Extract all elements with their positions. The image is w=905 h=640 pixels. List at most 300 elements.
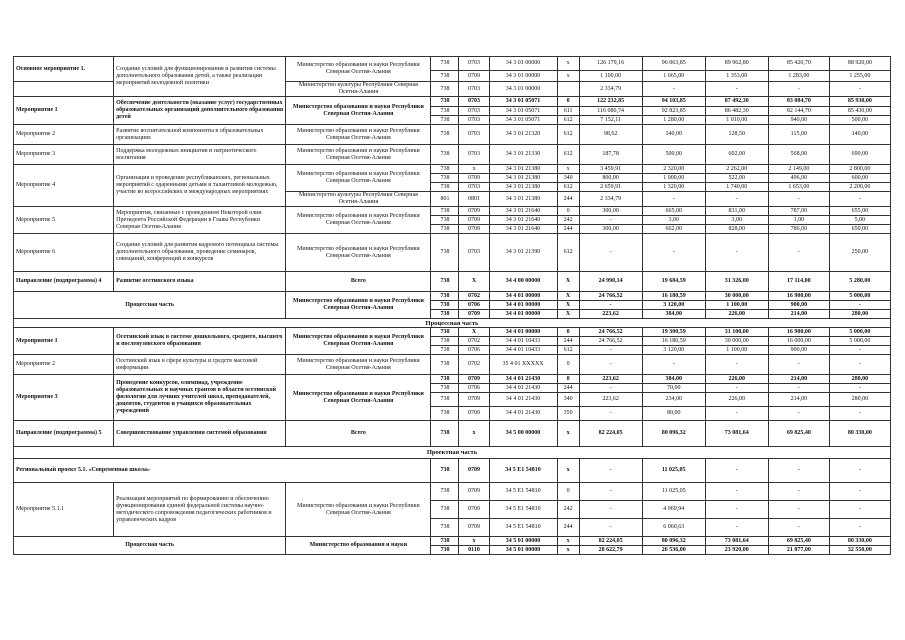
table-cell: Реализация мероприятий по формированию и обеспечению функционирования единой федеральной системы научно-методического сопровождения педагогических работников и управленческих кадров: [114, 483, 286, 537]
table-cell: 0703: [459, 116, 489, 125]
table-cell: Проектная часть: [14, 447, 891, 459]
table-cell: Создание условий для функционирования и развития системы дополнительного образования детей, а также реализации мероприятий молодежной политики: [114, 57, 286, 97]
table-cell: 1 740,00: [705, 183, 768, 192]
table-cell: 80 096,32: [642, 421, 705, 447]
table-cell: 34 3 01 00000: [489, 71, 557, 82]
table-cell: -: [829, 355, 890, 375]
table-cell: -: [768, 459, 829, 483]
table-cell: -: [705, 355, 768, 375]
table-cell: 69 825,40: [768, 537, 829, 546]
table-cell: 5,00: [829, 216, 890, 225]
table-cell: 30 000,00: [705, 292, 768, 301]
table-row: [14, 57, 891, 71]
table-cell: 122 232,85: [579, 97, 642, 107]
table-cell: 2 149,00: [768, 165, 829, 174]
table-cell: Обеспечение деятельности (оказание услуг) государственных образовательных организаций дополнительного образования детей: [114, 97, 286, 125]
table-cell: 0709: [459, 216, 489, 225]
table-cell: Развитие осетинского языка: [114, 272, 286, 292]
table-cell: 801: [431, 192, 459, 207]
table-cell: -: [768, 234, 829, 272]
table-cell: 0709: [459, 501, 489, 519]
table-cell: -: [642, 355, 705, 375]
table-cell: 0: [557, 97, 579, 107]
table-cell: 34 3 01 21640: [489, 207, 557, 216]
table-cell: 19 684,59: [642, 272, 705, 292]
table-cell: 31 326,00: [705, 272, 768, 292]
table-cell: 0703: [459, 57, 489, 71]
table-cell: 223,62: [579, 375, 642, 384]
table-cell: 738: [431, 165, 459, 174]
table-cell: Всего: [286, 421, 431, 447]
table-cell: 0703: [459, 97, 489, 107]
table-cell: x: [459, 421, 489, 447]
table-cell: 2 320,00: [642, 165, 705, 174]
table-cell: 226,00: [705, 393, 768, 407]
table-cell: 0703: [459, 82, 489, 97]
table-cell: 738: [431, 234, 459, 272]
table-cell: 0703: [459, 145, 489, 165]
table-cell: 612: [557, 116, 579, 125]
table-cell: 34 4 01 00000: [489, 292, 557, 301]
table-cell: 0709: [459, 393, 489, 407]
table-cell: 828,00: [705, 225, 768, 234]
table-cell: Мероприятие 3: [14, 375, 114, 421]
table-cell: Создание условий для развития кадрового потенциала системы дополнительного образования, проведение семинаров, совещаний, конференций и конкурсов: [114, 234, 286, 272]
table-cell: 11 025,05: [642, 483, 705, 501]
table-cell: Направление (подпрограмма) 5: [14, 421, 114, 447]
table-cell: 738: [431, 145, 459, 165]
table-cell: 34 3 01 21380: [489, 165, 557, 174]
table-cell: 73 081,64: [705, 537, 768, 546]
table-cell: -: [705, 384, 768, 393]
table-cell: -: [642, 192, 705, 207]
table-cell: -: [829, 407, 890, 421]
table-cell: X: [459, 272, 489, 292]
table-cell: 80 096,32: [642, 537, 705, 546]
table-cell: 1 255,00: [829, 71, 890, 82]
table-cell: Министерство образования и науки Республики Северная Осетия-Алания: [286, 483, 431, 537]
table-cell: Осетинский язык в системе дошкольного, среднего, высшего и послевузовского образования: [114, 328, 286, 355]
table-cell: x: [557, 421, 579, 447]
table-cell: 0709: [459, 407, 489, 421]
table-cell: -: [829, 82, 890, 97]
table-cell: [557, 82, 579, 97]
table-cell: -: [705, 192, 768, 207]
table-cell: 92 823,85: [642, 107, 705, 116]
table-cell: 187,78: [579, 145, 642, 165]
table-cell: Процессная часть: [14, 292, 286, 319]
table-cell: 34 3 01 21380: [489, 192, 557, 207]
table-cell: x: [557, 71, 579, 82]
table-cell: -: [768, 192, 829, 207]
table-cell: Министерство образования и науки Республики Северная Осетия-Алания: [286, 145, 431, 165]
table-cell: Мероприятия, связанные с проведением Некоторой олии Президента Российской Федерации в Главы Республики Северная Осетия-Алания: [114, 207, 286, 234]
table-cell: 738: [431, 459, 459, 483]
table-cell: 34 3 01 21380: [489, 183, 557, 192]
table-cell: 500,00: [829, 116, 890, 125]
table-cell: -: [705, 483, 768, 501]
table-cell: 80 330,00: [829, 421, 890, 447]
table-cell: 738: [431, 272, 459, 292]
table-cell: 34 4 01 21430: [489, 393, 557, 407]
table-cell: 116 080,74: [579, 107, 642, 116]
table-cell: 140,00: [829, 125, 890, 145]
table-cell: Мероприятие 1: [14, 328, 114, 355]
table-cell: Министерство образования и науки Республики Северная Осетия-Алания: [286, 207, 431, 234]
table-cell: 738: [431, 174, 459, 183]
table-cell: 2 200,00: [829, 183, 890, 192]
table-cell: Мероприятие 6: [14, 234, 114, 272]
table-cell: 34 4 01 21430: [489, 384, 557, 393]
table-row: [14, 355, 891, 375]
table-cell: 26 536,00: [642, 546, 705, 555]
table-cell: 244: [557, 192, 579, 207]
table-cell: 612: [557, 346, 579, 355]
table-cell: 244: [557, 225, 579, 234]
table-cell: Министерство образования и науки Республики Северная Осетия-Алания: [286, 125, 431, 145]
table-cell: 69 825,40: [768, 421, 829, 447]
table-cell: 34 3 01 21390: [489, 234, 557, 272]
table-cell: Министерство образования и науки Республики Северная Осетия-Алания: [286, 234, 431, 272]
table-cell: 85 420,70: [768, 57, 829, 71]
table-cell: Организация и проведение республиканских, региональных мероприятий с одаренными детьми и талантливой молодежью, участие во всероссийских и международных мероприятиях: [114, 165, 286, 207]
table-cell: 34 5 E1 54810: [489, 501, 557, 519]
table-row: [14, 483, 891, 501]
table-cell: -: [768, 501, 829, 519]
table-cell: Процессная часть: [14, 319, 891, 328]
table-row: [14, 375, 891, 384]
table-cell: 0709: [459, 519, 489, 537]
table-cell: Всего: [286, 272, 431, 292]
table-cell: -: [579, 483, 642, 501]
table-cell: 126 179,16: [579, 57, 642, 71]
table-cell: 786,00: [768, 225, 829, 234]
table-cell: 24 766,52: [579, 337, 642, 346]
table-cell: [14, 82, 114, 97]
table-cell: 2 334,79: [579, 192, 642, 207]
table-cell: 34 3 01 21320: [489, 125, 557, 145]
table-row: [14, 145, 891, 165]
table-cell: 34 5 01 00000: [489, 546, 557, 555]
table-row: [14, 328, 891, 337]
table-cell: -: [768, 384, 829, 393]
table-cell: 3 120,00: [642, 346, 705, 355]
table-cell: 34 4 01 21430: [489, 375, 557, 384]
table-cell: 250,00: [829, 234, 890, 272]
table-cell: 496,00: [768, 174, 829, 183]
table-cell: -: [642, 82, 705, 97]
table-cell: 226,00: [705, 310, 768, 319]
table-cell: 89 962,80: [705, 57, 768, 71]
table-cell: 94 103,85: [642, 97, 705, 107]
table-cell: Мероприятие 5: [14, 207, 114, 234]
table-cell: 0110: [459, 546, 489, 555]
table-cell: -: [768, 519, 829, 537]
table-cell: 80 330,00: [829, 537, 890, 546]
table-cell: 85 430,00: [829, 107, 890, 116]
table-cell: -: [705, 407, 768, 421]
table-cell: Министерство культуры Республики Северная Осетия-Алания: [286, 192, 431, 207]
table-cell: 738: [431, 384, 459, 393]
table-cell: 0: [557, 328, 579, 337]
table-cell: -: [579, 407, 642, 421]
table-cell: 0801: [459, 192, 489, 207]
table-cell: 34 3 01 21640: [489, 216, 557, 225]
table-cell: 34 3 01 05071: [489, 107, 557, 116]
table-cell: 30 000,00: [705, 337, 768, 346]
table-cell: Основное мероприятие 1.: [14, 57, 114, 82]
table-cell: 738: [431, 421, 459, 447]
table-cell: 128,50: [705, 125, 768, 145]
table-cell: 1 100,00: [705, 301, 768, 310]
table-cell: 665,00: [642, 207, 705, 216]
table-cell: Региональный проект 5.1. «Современная школа»: [14, 459, 431, 483]
table-cell: 300,00: [579, 225, 642, 234]
table-cell: -: [705, 459, 768, 483]
table-cell: 82 224,05: [579, 537, 642, 546]
table-cell: 34 3 01 00000: [489, 82, 557, 97]
table-cell: 7 152,11: [579, 116, 642, 125]
table-cell: -: [705, 501, 768, 519]
table-cell: 242: [557, 216, 579, 225]
table-cell: 300,00: [579, 207, 642, 216]
table-cell: 2 659,91: [579, 183, 642, 192]
table-cell: 0706: [459, 384, 489, 393]
table-cell: 340: [557, 174, 579, 183]
table-cell: -: [579, 346, 642, 355]
table-row: [14, 292, 891, 301]
table-cell: X: [459, 328, 489, 337]
table-cell: 226,00: [705, 375, 768, 384]
table-cell: 738: [431, 483, 459, 501]
table-cell: 223,62: [579, 310, 642, 319]
table-cell: 34 5 E1 54810: [489, 519, 557, 537]
table-cell: Осетинский язык в сфере культуры и средств массовой информации: [114, 355, 286, 375]
table-cell: X: [557, 301, 579, 310]
table-row: [14, 97, 891, 107]
table-cell: 738: [431, 407, 459, 421]
table-cell: x: [557, 537, 579, 546]
table-cell: 0709: [459, 483, 489, 501]
table-cell: 787,00: [768, 207, 829, 216]
table-cell: 0709: [459, 225, 489, 234]
table-cell: Мероприятие 1: [14, 97, 114, 125]
table-cell: -: [768, 355, 829, 375]
table-cell: 800,00: [579, 174, 642, 183]
table-cell: 28 622,79: [579, 546, 642, 555]
table-cell: 214,00: [768, 310, 829, 319]
table-cell: 738: [431, 183, 459, 192]
table-cell: 738: [431, 116, 459, 125]
table-cell: 0703: [459, 234, 489, 272]
table-cell: 611: [557, 107, 579, 116]
table-cell: Мероприятие 2: [14, 355, 114, 375]
table-cell: 522,00: [705, 174, 768, 183]
table-cell: 34 3 01 05071: [489, 97, 557, 107]
table-cell: 650,00: [829, 225, 890, 234]
table-cell: -: [768, 483, 829, 501]
table-cell: 80,00: [642, 407, 705, 421]
table-cell: 82 144,70: [768, 107, 829, 116]
table-cell: 612: [557, 145, 579, 165]
table-cell: 34 4 01 00000: [489, 310, 557, 319]
table-cell: 3,00: [642, 216, 705, 225]
table-cell: 0709: [459, 310, 489, 319]
table-cell: 5 000,00: [829, 328, 890, 337]
table-cell: -: [829, 483, 890, 501]
table-cell: 0: [557, 375, 579, 384]
table-cell: 738: [431, 292, 459, 301]
table-cell: 280,00: [829, 375, 890, 384]
table-cell: 1 653,00: [768, 183, 829, 192]
table-cell: Поддержка молодежных инициатив и патриотического воспитания: [114, 145, 286, 165]
table-cell: Развитие воспитательной компоненты в образовательных организациях: [114, 125, 286, 145]
table-cell: x: [557, 459, 579, 483]
table-cell: 34 5 E1 54810: [489, 483, 557, 501]
table-cell: 2 334,79: [579, 82, 642, 97]
table-cell: 738: [431, 71, 459, 82]
table-cell: 0: [557, 207, 579, 216]
table-cell: 738: [431, 82, 459, 97]
table-cell: 738: [431, 501, 459, 519]
table-cell: 85 930,00: [829, 97, 890, 107]
table-cell: -: [768, 82, 829, 97]
table-cell: 5 000,00: [829, 292, 890, 301]
table-cell: 223,62: [579, 393, 642, 407]
table-cell: 1 283,00: [768, 71, 829, 82]
table-cell: 140,00: [642, 125, 705, 145]
table-cell: Мероприятие 3: [14, 145, 114, 165]
table-cell: 5 280,00: [829, 272, 890, 292]
table-cell: 5 000,00: [829, 337, 890, 346]
table-cell: 0702: [459, 292, 489, 301]
table-cell: 34 3 01 21380: [489, 174, 557, 183]
table-cell: 1 100,00: [579, 71, 642, 82]
table-cell: 0709: [459, 459, 489, 483]
table-cell: 34 5 E1 54810: [489, 459, 557, 483]
table-cell: 602,00: [705, 145, 768, 165]
table-cell: -: [579, 501, 642, 519]
table-cell: 115,00: [768, 125, 829, 145]
table-cell: Министерство образования и науки Республики Северная Осетия-Алания: [286, 57, 431, 82]
table-cell: Процессная часть: [14, 537, 286, 555]
table-cell: 214,00: [768, 393, 829, 407]
table-cell: Министерство образования и науки Республики Северная Осетия-Алания: [286, 355, 431, 375]
table-cell: Мероприятие 5.1.1: [14, 483, 114, 537]
table-cell: 738: [431, 337, 459, 346]
table-cell: 280,00: [829, 393, 890, 407]
table-row: [14, 447, 891, 459]
table-cell: 19 300,59: [642, 328, 705, 337]
table-cell: 16 180,59: [642, 337, 705, 346]
table-body: [14, 57, 891, 555]
table-cell: 0: [557, 483, 579, 501]
table-cell: 1,00: [768, 216, 829, 225]
table-cell: -: [579, 301, 642, 310]
table-cell: 16 900,00: [768, 292, 829, 301]
document-sheet: [13, 56, 891, 581]
table-cell: 24 766,52: [579, 328, 642, 337]
table-cell: x: [557, 546, 579, 555]
table-cell: X: [557, 310, 579, 319]
table-cell: 87 492,30: [705, 97, 768, 107]
table-cell: 612: [557, 234, 579, 272]
table-cell: 384,00: [642, 310, 705, 319]
table-cell: X: [557, 272, 579, 292]
table-cell: 34 4 01 00000: [489, 328, 557, 337]
table-cell: 96 063,85: [642, 57, 705, 71]
table-cell: -: [829, 192, 890, 207]
table-cell: 244: [557, 337, 579, 346]
table-cell: Министерство образования и науки Республики Северная Осетия-Алания: [286, 97, 431, 125]
table-cell: 11 025,05: [642, 459, 705, 483]
table-cell: Министерство образования и науки Республики Северная Осетия-Алания: [286, 328, 431, 355]
table-cell: 0703: [459, 183, 489, 192]
table-cell: 738: [431, 537, 459, 546]
table-cell: 738: [431, 97, 459, 107]
table-cell: -: [829, 346, 890, 355]
budget-table: [13, 56, 891, 555]
table-cell: 83 084,70: [768, 97, 829, 107]
table-cell: -: [768, 407, 829, 421]
table-cell: 0: [557, 355, 579, 375]
table-cell: 32 550,00: [829, 546, 890, 555]
table-cell: 738: [431, 375, 459, 384]
table-cell: -: [705, 519, 768, 537]
table-cell: 738: [431, 355, 459, 375]
table-cell: 662,00: [642, 225, 705, 234]
table-cell: Министерство образования и науки Республики Северная Осетия-Алания: [286, 375, 431, 421]
table-cell: Министерство образования и науки Республики Северная Осетия-Алания: [286, 292, 431, 319]
table-cell: -: [579, 216, 642, 225]
table-cell: 1 100,00: [705, 346, 768, 355]
table-cell: 23 920,00: [705, 546, 768, 555]
table-row: [14, 319, 891, 328]
table-cell: 1 000,00: [642, 174, 705, 183]
table-cell: 21 877,00: [768, 546, 829, 555]
table-cell: -: [829, 459, 890, 483]
table-cell: 73 081,64: [705, 421, 768, 447]
table-cell: 612: [557, 183, 579, 192]
table-cell: 34 3 01 21640: [489, 225, 557, 234]
table-cell: Направление (подпрограмма) 4: [14, 272, 114, 292]
table-cell: 0706: [459, 346, 489, 355]
table-cell: 350: [557, 407, 579, 421]
table-cell: 900,00: [768, 301, 829, 310]
table-cell: -: [705, 82, 768, 97]
table-cell: 568,00: [768, 145, 829, 165]
table-cell: 1 320,00: [642, 183, 705, 192]
table-cell: 1 665,00: [642, 71, 705, 82]
table-cell: 738: [431, 393, 459, 407]
table-cell: Министерство культуры Республики Северная Осетия-Алания: [286, 82, 431, 97]
table-cell: 940,00: [768, 116, 829, 125]
table-cell: 2 262,00: [705, 165, 768, 174]
table-cell: 35 4 01 XXXXX: [489, 355, 557, 375]
table-cell: 340: [557, 393, 579, 407]
table-cell: 234,00: [642, 393, 705, 407]
table-cell: 34 5 00 00000: [489, 421, 557, 447]
table-cell: 244: [557, 519, 579, 537]
table-cell: x: [459, 537, 489, 546]
table-cell: 500,00: [642, 145, 705, 165]
table-cell: 738: [431, 301, 459, 310]
table-cell: 0709: [459, 174, 489, 183]
table-cell: 31 100,00: [705, 328, 768, 337]
table-cell: 16 900,00: [768, 328, 829, 337]
table-cell: 34 4 01 10433: [489, 346, 557, 355]
table-cell: 900,00: [768, 346, 829, 355]
